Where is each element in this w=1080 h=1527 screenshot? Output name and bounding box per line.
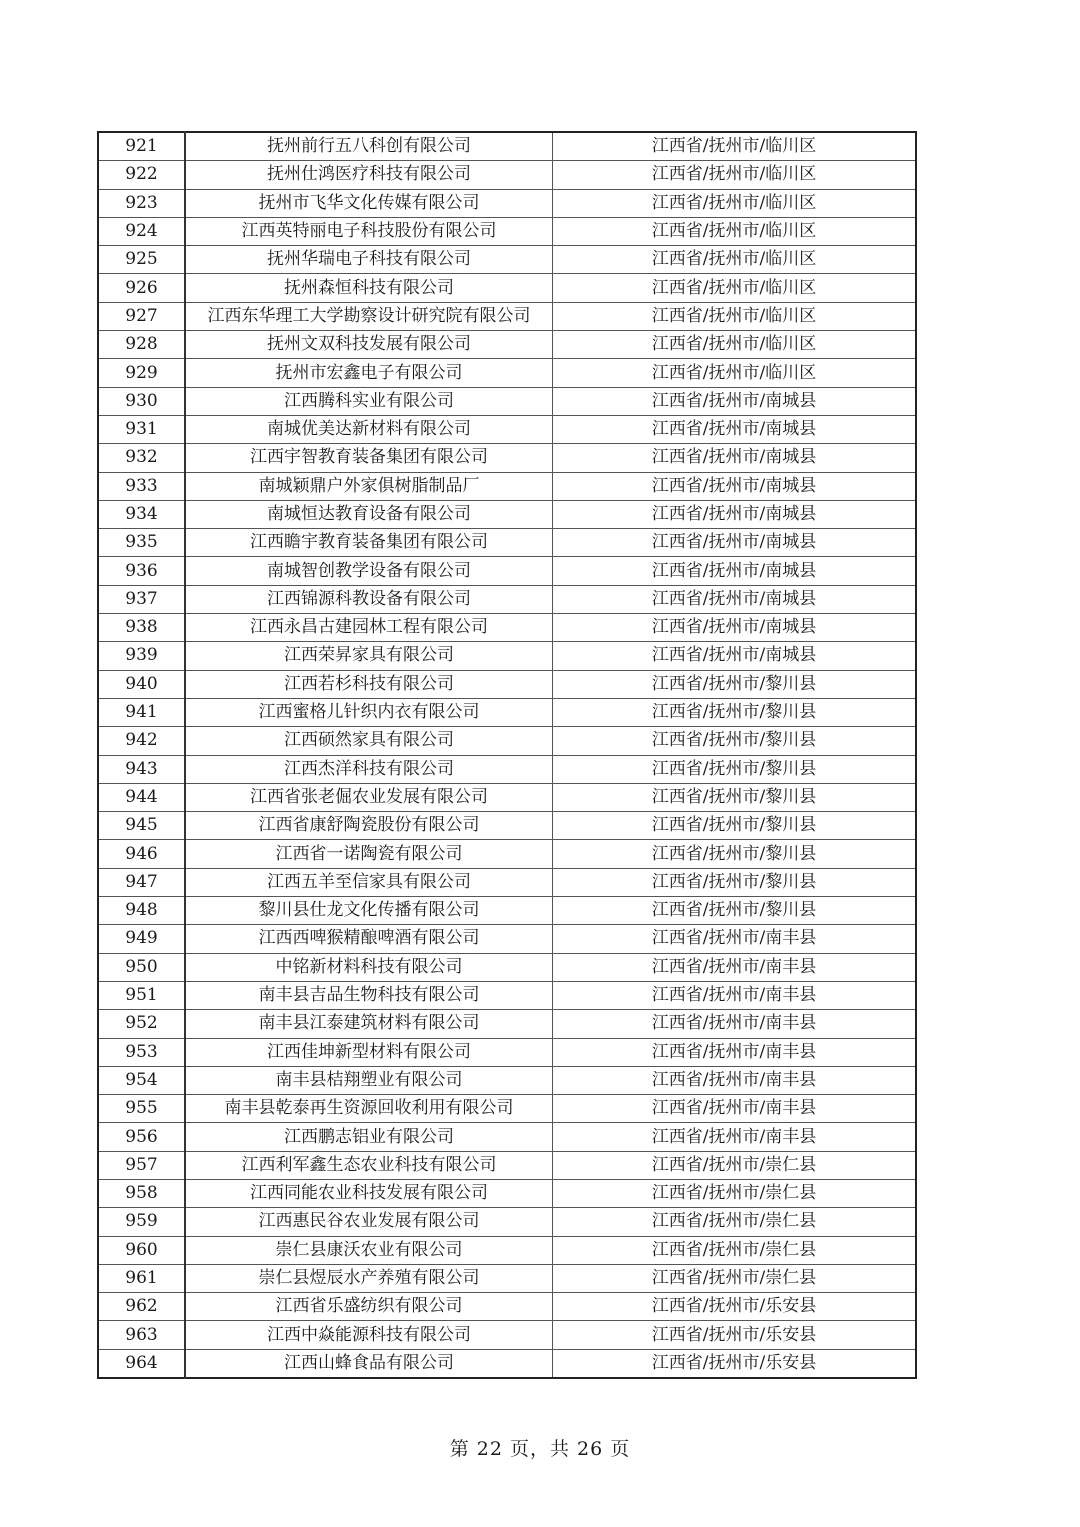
region-cell: 江西省/抚州市/黎川县	[553, 698, 917, 726]
region-cell: 江西省/抚州市/南城县	[553, 387, 917, 415]
row-number-cell: 955	[98, 1095, 185, 1123]
row-number-cell: 939	[98, 642, 185, 670]
row-number-cell: 957	[98, 1151, 185, 1179]
company-name-cell: 黎川县仕龙文化传播有限公司	[185, 897, 553, 925]
table-row	[98, 302, 916, 330]
table-row	[98, 1010, 916, 1038]
row-number-cell: 925	[98, 246, 185, 274]
company-name-cell: 江西杰洋科技有限公司	[185, 755, 553, 783]
row-number-cell: 924	[98, 217, 185, 245]
region-cell: 江西省/抚州市/临川区	[553, 331, 917, 359]
row-number-cell: 960	[98, 1236, 185, 1264]
table-row	[98, 840, 916, 868]
company-name-cell: 南城优美达新材料有限公司	[185, 415, 553, 443]
region-cell: 江西省/抚州市/南城县	[553, 585, 917, 613]
row-number-cell: 950	[98, 953, 185, 981]
region-cell: 江西省/抚州市/南城县	[553, 500, 917, 528]
table-body	[98, 132, 916, 1378]
row-number-cell: 943	[98, 755, 185, 783]
company-name-cell: 抚州仕鸿医疗科技有限公司	[185, 161, 553, 189]
company-name-cell: 江西省张老倔农业发展有限公司	[185, 783, 553, 811]
company-name-cell: 江西若杉科技有限公司	[185, 670, 553, 698]
company-name-cell: 江西东华理工大学勘察设计研究院有限公司	[185, 302, 553, 330]
table-row	[98, 557, 916, 585]
row-number-cell: 922	[98, 161, 185, 189]
table-row	[98, 755, 916, 783]
row-number-cell: 938	[98, 614, 185, 642]
table-row	[98, 981, 916, 1009]
region-cell: 江西省/抚州市/南城县	[553, 444, 917, 472]
region-cell: 江西省/抚州市/临川区	[553, 246, 917, 274]
table-row	[98, 217, 916, 245]
row-number-cell: 951	[98, 981, 185, 1009]
row-number-cell: 953	[98, 1038, 185, 1066]
row-number-cell: 929	[98, 359, 185, 387]
table-row	[98, 812, 916, 840]
region-cell: 江西省/抚州市/黎川县	[553, 670, 917, 698]
company-name-cell: 南丰县吉品生物科技有限公司	[185, 981, 553, 1009]
company-name-cell: 江西腾科实业有限公司	[185, 387, 553, 415]
company-name-cell: 江西惠民谷农业发展有限公司	[185, 1208, 553, 1236]
row-number-cell: 954	[98, 1066, 185, 1094]
company-name-cell: 南丰县江泰建筑材料有限公司	[185, 1010, 553, 1038]
table-row	[98, 642, 916, 670]
company-name-cell: 江西中焱能源科技有限公司	[185, 1321, 553, 1349]
region-cell: 江西省/抚州市/南丰县	[553, 925, 917, 953]
region-cell: 江西省/抚州市/乐安县	[553, 1321, 917, 1349]
company-name-cell: 江西锦源科教设备有限公司	[185, 585, 553, 613]
company-name-cell: 抚州华瑞电子科技有限公司	[185, 246, 553, 274]
company-name-cell: 抚州文双科技发展有限公司	[185, 331, 553, 359]
row-number-cell: 934	[98, 500, 185, 528]
region-cell: 江西省/抚州市/临川区	[553, 302, 917, 330]
company-name-cell: 抚州市飞华文化传媒有限公司	[185, 189, 553, 217]
company-name-cell: 江西宇智教育装备集团有限公司	[185, 444, 553, 472]
row-number-cell: 931	[98, 415, 185, 443]
table-row	[98, 698, 916, 726]
company-name-cell: 南丰县桔翔塑业有限公司	[185, 1066, 553, 1094]
row-number-cell: 941	[98, 698, 185, 726]
company-name-cell: 江西佳坤新型材料有限公司	[185, 1038, 553, 1066]
row-number-cell: 933	[98, 472, 185, 500]
region-cell: 江西省/抚州市/南丰县	[553, 981, 917, 1009]
row-number-cell: 958	[98, 1179, 185, 1207]
table-row	[98, 1179, 916, 1207]
table-row	[98, 359, 916, 387]
company-name-cell: 南丰县乾泰再生资源回收利用有限公司	[185, 1095, 553, 1123]
region-cell: 江西省/抚州市/南丰县	[553, 953, 917, 981]
table-row	[98, 1321, 916, 1349]
company-name-cell: 江西荣昇家具有限公司	[185, 642, 553, 670]
table-row	[98, 444, 916, 472]
table-row	[98, 585, 916, 613]
company-table	[97, 131, 917, 1379]
company-name-cell: 江西五羊至信家具有限公司	[185, 868, 553, 896]
company-name-cell: 江西利军鑫生态农业科技有限公司	[185, 1151, 553, 1179]
company-name-cell: 崇仁县康沃农业有限公司	[185, 1236, 553, 1264]
table-row	[98, 1208, 916, 1236]
row-number-cell: 921	[98, 132, 185, 161]
company-name-cell: 江西蜜格儿针织内衣有限公司	[185, 698, 553, 726]
company-name-cell: 江西省乐盛纺织有限公司	[185, 1293, 553, 1321]
region-cell: 江西省/抚州市/临川区	[553, 274, 917, 302]
table-row	[98, 1264, 916, 1292]
table-row	[98, 529, 916, 557]
row-number-cell: 936	[98, 557, 185, 585]
table-row	[98, 1038, 916, 1066]
region-cell: 江西省/抚州市/南丰县	[553, 1066, 917, 1094]
page-footer: 第 22 页，共 26 页	[449, 1438, 631, 1460]
table-row	[98, 415, 916, 443]
table-row	[98, 500, 916, 528]
region-cell: 江西省/抚州市/黎川县	[553, 840, 917, 868]
table-row	[98, 387, 916, 415]
table-row	[98, 670, 916, 698]
row-number-cell: 928	[98, 331, 185, 359]
table-row	[98, 189, 916, 217]
region-cell: 江西省/抚州市/临川区	[553, 161, 917, 189]
table-row	[98, 246, 916, 274]
company-name-cell: 崇仁县煜辰水产养殖有限公司	[185, 1264, 553, 1292]
region-cell: 江西省/抚州市/临川区	[553, 132, 917, 161]
region-cell: 江西省/抚州市/黎川县	[553, 755, 917, 783]
company-name-cell: 江西瞻宇教育装备集团有限公司	[185, 529, 553, 557]
region-cell: 江西省/抚州市/南城县	[553, 557, 917, 585]
row-number-cell: 942	[98, 727, 185, 755]
table-row	[98, 1349, 916, 1378]
region-cell: 江西省/抚州市/黎川县	[553, 783, 917, 811]
region-cell: 江西省/抚州市/南城县	[553, 642, 917, 670]
region-cell: 江西省/抚州市/南城县	[553, 472, 917, 500]
region-cell: 江西省/抚州市/崇仁县	[553, 1151, 917, 1179]
row-number-cell: 937	[98, 585, 185, 613]
row-number-cell: 926	[98, 274, 185, 302]
company-name-cell: 江西鹏志铝业有限公司	[185, 1123, 553, 1151]
region-cell: 江西省/抚州市/崇仁县	[553, 1236, 917, 1264]
region-cell: 江西省/抚州市/崇仁县	[553, 1179, 917, 1207]
region-cell: 江西省/抚州市/南丰县	[553, 1010, 917, 1038]
table-row	[98, 614, 916, 642]
row-number-cell: 964	[98, 1349, 185, 1378]
region-cell: 江西省/抚州市/临川区	[553, 359, 917, 387]
row-number-cell: 962	[98, 1293, 185, 1321]
company-name-cell: 中铭新材料科技有限公司	[185, 953, 553, 981]
row-number-cell: 927	[98, 302, 185, 330]
table-row	[98, 925, 916, 953]
table-row	[98, 783, 916, 811]
region-cell: 江西省/抚州市/黎川县	[553, 812, 917, 840]
region-cell: 江西省/抚州市/乐安县	[553, 1349, 917, 1378]
table-row	[98, 953, 916, 981]
table-row	[98, 1095, 916, 1123]
row-number-cell: 949	[98, 925, 185, 953]
company-name-cell: 江西同能农业科技发展有限公司	[185, 1179, 553, 1207]
row-number-cell: 944	[98, 783, 185, 811]
region-cell: 江西省/抚州市/南丰县	[553, 1038, 917, 1066]
table-row	[98, 1066, 916, 1094]
company-name-cell: 南城颖鼎户外家俱树脂制品厂	[185, 472, 553, 500]
table-row	[98, 868, 916, 896]
row-number-cell: 952	[98, 1010, 185, 1038]
company-name-cell: 江西永昌古建园林工程有限公司	[185, 614, 553, 642]
table-row	[98, 727, 916, 755]
company-name-cell: 南城智创教学设备有限公司	[185, 557, 553, 585]
table-row	[98, 1123, 916, 1151]
table-row	[98, 274, 916, 302]
region-cell: 江西省/抚州市/黎川县	[553, 727, 917, 755]
region-cell: 江西省/抚州市/临川区	[553, 217, 917, 245]
row-number-cell: 932	[98, 444, 185, 472]
row-number-cell: 946	[98, 840, 185, 868]
company-name-cell: 江西省一诺陶瓷有限公司	[185, 840, 553, 868]
row-number-cell: 956	[98, 1123, 185, 1151]
row-number-cell: 959	[98, 1208, 185, 1236]
region-cell: 江西省/抚州市/南城县	[553, 415, 917, 443]
region-cell: 江西省/抚州市/黎川县	[553, 897, 917, 925]
company-name-cell: 江西省康舒陶瓷股份有限公司	[185, 812, 553, 840]
row-number-cell: 948	[98, 897, 185, 925]
row-number-cell: 935	[98, 529, 185, 557]
region-cell: 江西省/抚州市/乐安县	[553, 1293, 917, 1321]
company-name-cell: 抚州市宏鑫电子有限公司	[185, 359, 553, 387]
table-row	[98, 897, 916, 925]
table-row	[98, 331, 916, 359]
company-name-cell: 抚州森恒科技有限公司	[185, 274, 553, 302]
region-cell: 江西省/抚州市/南丰县	[553, 1095, 917, 1123]
company-name-cell: 江西西啤猴精酿啤酒有限公司	[185, 925, 553, 953]
company-name-cell: 江西硕然家具有限公司	[185, 727, 553, 755]
row-number-cell: 945	[98, 812, 185, 840]
table-row	[98, 132, 916, 161]
row-number-cell: 923	[98, 189, 185, 217]
region-cell: 江西省/抚州市/崇仁县	[553, 1208, 917, 1236]
row-number-cell: 947	[98, 868, 185, 896]
region-cell: 江西省/抚州市/崇仁县	[553, 1264, 917, 1292]
region-cell: 江西省/抚州市/临川区	[553, 189, 917, 217]
table-row	[98, 1293, 916, 1321]
table-row	[98, 161, 916, 189]
row-number-cell: 961	[98, 1264, 185, 1292]
table-row	[98, 1151, 916, 1179]
company-name-cell: 江西山蜂食品有限公司	[185, 1349, 553, 1378]
region-cell: 江西省/抚州市/南城县	[553, 529, 917, 557]
row-number-cell: 963	[98, 1321, 185, 1349]
row-number-cell: 940	[98, 670, 185, 698]
company-name-cell: 南城恒达教育设备有限公司	[185, 500, 553, 528]
company-name-cell: 江西英特丽电子科技股份有限公司	[185, 217, 553, 245]
region-cell: 江西省/抚州市/南丰县	[553, 1123, 917, 1151]
table-row	[98, 1236, 916, 1264]
region-cell: 江西省/抚州市/黎川县	[553, 868, 917, 896]
row-number-cell: 930	[98, 387, 185, 415]
company-name-cell: 抚州前行五八科创有限公司	[185, 132, 553, 161]
table-row	[98, 472, 916, 500]
region-cell: 江西省/抚州市/南城县	[553, 614, 917, 642]
